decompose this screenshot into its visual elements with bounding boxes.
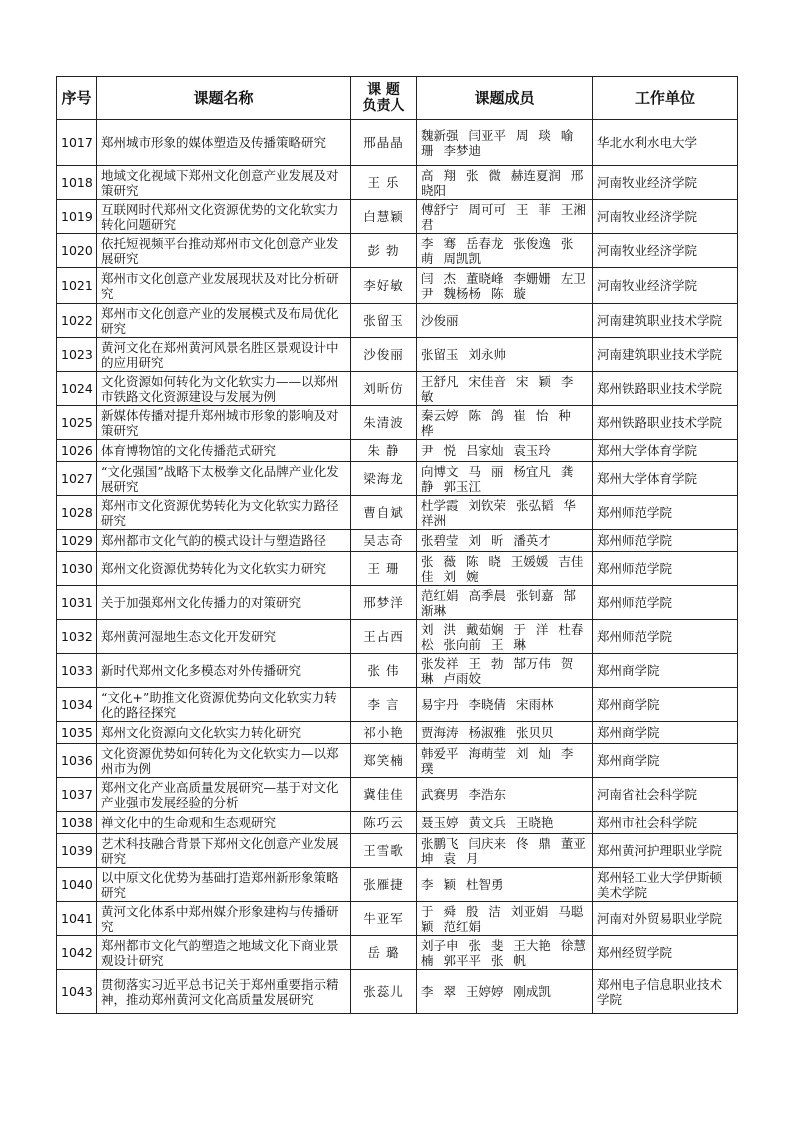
table-row bbox=[57, 268, 738, 304]
table-body bbox=[57, 120, 738, 1014]
row-project-members: 张鹏飞 闫庆来 佟 鼎 董亚坤 袁 月 bbox=[417, 834, 593, 868]
row-project-lead: 岳 璐 bbox=[351, 936, 417, 970]
row-project-title: 互联网时代郑州文化资源优势的文化软实力转化问题研究 bbox=[97, 200, 351, 234]
header-work-unit: 工作单位 bbox=[593, 77, 738, 120]
row-project-members: 高 翔 张 微 赫连夏润 邢晓阳 bbox=[417, 166, 593, 200]
row-project-lead: 吴志奇 bbox=[351, 530, 417, 552]
table-row bbox=[57, 200, 738, 234]
row-serial-number: 1026 bbox=[57, 440, 97, 462]
row-project-lead: 冀佳佳 bbox=[351, 778, 417, 812]
row-project-title: 体育博物馆的文化传播范式研究 bbox=[97, 440, 351, 462]
row-work-unit: 郑州铁路职业技术学院 bbox=[593, 372, 738, 406]
row-project-members: 尹 悦 吕家灿 袁玉玲 bbox=[417, 440, 593, 462]
row-project-title: 文化资源如何转化为文化软实力——以郑州市铁路文化资源建设与发展为例 bbox=[97, 372, 351, 406]
table-row bbox=[57, 406, 738, 440]
row-serial-number: 1040 bbox=[57, 868, 97, 902]
row-work-unit: 郑州商学院 bbox=[593, 688, 738, 722]
row-serial-number: 1020 bbox=[57, 234, 97, 268]
row-project-lead: 张雁捷 bbox=[351, 868, 417, 902]
row-project-lead: 李 言 bbox=[351, 688, 417, 722]
row-project-title: 艺术科技融合背景下郑州文化创意产业发展研究 bbox=[97, 834, 351, 868]
row-project-members: 李 翠 王婷婷 刚成凯 bbox=[417, 970, 593, 1014]
row-serial-number: 1017 bbox=[57, 120, 97, 166]
table-row bbox=[57, 338, 738, 372]
row-project-title: 郑州都市文化气韵塑造之地域文化下商业景观设计研究 bbox=[97, 936, 351, 970]
row-project-members: 魏新强 闫亚平 周 琰 喻 珊 李梦迪 bbox=[417, 120, 593, 166]
row-work-unit: 郑州师范学院 bbox=[593, 620, 738, 654]
table-row bbox=[57, 722, 738, 744]
row-project-members: 韩爱平 海萌莹 刘 灿 李 璞 bbox=[417, 744, 593, 778]
table-row bbox=[57, 834, 738, 868]
header-project-members: 课题成员 bbox=[417, 77, 593, 120]
project-table bbox=[56, 76, 738, 1014]
row-project-lead: 邢晶晶 bbox=[351, 120, 417, 166]
row-serial-number: 1027 bbox=[57, 462, 97, 496]
row-project-lead: 王 乐 bbox=[351, 166, 417, 200]
row-project-title: 文化资源优势如何转化为文化软实力—以郑州市为例 bbox=[97, 744, 351, 778]
row-project-lead: 沙俊丽 bbox=[351, 338, 417, 372]
row-project-lead: 朱 静 bbox=[351, 440, 417, 462]
row-serial-number: 1032 bbox=[57, 620, 97, 654]
row-work-unit: 郑州黄河护理职业学院 bbox=[593, 834, 738, 868]
row-project-lead: 邢梦洋 bbox=[351, 586, 417, 620]
row-project-lead: 张蕊儿 bbox=[351, 970, 417, 1014]
table-row bbox=[57, 778, 738, 812]
row-project-members: 刘 洪 戴茹娴 于 洋 杜春松 张向前 王 琳 bbox=[417, 620, 593, 654]
table-row bbox=[57, 902, 738, 936]
row-project-members: 李 颖 杜智勇 bbox=[417, 868, 593, 902]
row-project-members: 张碧莹 刘 昕 潘英才 bbox=[417, 530, 593, 552]
row-serial-number: 1021 bbox=[57, 268, 97, 304]
row-work-unit: 郑州师范学院 bbox=[593, 496, 738, 530]
row-project-members: 张留玉 刘永帅 bbox=[417, 338, 593, 372]
row-project-lead: 牛亚军 bbox=[351, 902, 417, 936]
row-project-members: 闫 杰 董晓峰 李姗姗 左卫尹 魏杨杨 陈 璇 bbox=[417, 268, 593, 304]
row-work-unit: 郑州商学院 bbox=[593, 654, 738, 688]
row-project-title: 郑州文化产业高质量发展研究—基于对文化产业强市发展经验的分析 bbox=[97, 778, 351, 812]
table-row bbox=[57, 744, 738, 778]
row-project-lead: 张留玉 bbox=[351, 304, 417, 338]
table-row bbox=[57, 304, 738, 338]
table-row bbox=[57, 440, 738, 462]
table-row bbox=[57, 530, 738, 552]
row-serial-number: 1029 bbox=[57, 530, 97, 552]
row-project-lead: 郑笑楠 bbox=[351, 744, 417, 778]
row-project-lead: 朱清波 bbox=[351, 406, 417, 440]
row-project-members: 张 薇 陈 晓 王媛媛 吉佳佳 刘 婉 bbox=[417, 552, 593, 586]
row-project-members: 张发祥 王 勃 郜万伟 贺 琳 卢雨姣 bbox=[417, 654, 593, 688]
row-work-unit: 郑州商学院 bbox=[593, 722, 738, 744]
row-project-title: 郑州黄河湿地生态文化开发研究 bbox=[97, 620, 351, 654]
row-project-members: 沙俊丽 bbox=[417, 304, 593, 338]
table-row bbox=[57, 166, 738, 200]
row-project-title: 新时代郑州文化多模态对外传播研究 bbox=[97, 654, 351, 688]
row-serial-number: 1035 bbox=[57, 722, 97, 744]
row-work-unit: 河南牧业经济学院 bbox=[593, 200, 738, 234]
row-work-unit: 河南牧业经济学院 bbox=[593, 234, 738, 268]
row-project-members: 武赛男 李浩东 bbox=[417, 778, 593, 812]
row-project-title: 地域文化视域下郑州文化创意产业发展及对策研究 bbox=[97, 166, 351, 200]
row-work-unit: 郑州商学院 bbox=[593, 744, 738, 778]
row-serial-number: 1024 bbox=[57, 372, 97, 406]
table-row bbox=[57, 970, 738, 1014]
row-work-unit: 郑州轻工业大学伊斯顿美术学院 bbox=[593, 868, 738, 902]
row-project-lead: 张 伟 bbox=[351, 654, 417, 688]
row-project-members: 向博文 马 丽 杨宜凡 龚 静 郭玉江 bbox=[417, 462, 593, 496]
row-project-members: 杜学霞 刘钦荣 张弘韬 华祥洲 bbox=[417, 496, 593, 530]
row-project-title: 禅文化中的生命观和生态观研究 bbox=[97, 812, 351, 834]
row-project-lead: 曹自斌 bbox=[351, 496, 417, 530]
row-serial-number: 1025 bbox=[57, 406, 97, 440]
row-project-lead: 陈巧云 bbox=[351, 812, 417, 834]
row-serial-number: 1023 bbox=[57, 338, 97, 372]
header-serial-number: 序号 bbox=[57, 77, 97, 120]
row-project-title: 郑州市文化创意产业的发展模式及布局优化研究 bbox=[97, 304, 351, 338]
row-project-members: 王舒凡 宋佳音 宋 颖 李 敏 bbox=[417, 372, 593, 406]
row-project-title: 贯彻落实习近平总书记关于郑州重要指示精神，推动郑州黄河文化高质量发展研究 bbox=[97, 970, 351, 1014]
row-serial-number: 1031 bbox=[57, 586, 97, 620]
row-project-lead: 祁小艳 bbox=[351, 722, 417, 744]
row-project-title: 郑州市文化资源优势转化为文化软实力路径研究 bbox=[97, 496, 351, 530]
row-serial-number: 1034 bbox=[57, 688, 97, 722]
row-serial-number: 1022 bbox=[57, 304, 97, 338]
row-project-members: 范红娟 高季晨 张钊嘉 郜渐琳 bbox=[417, 586, 593, 620]
row-work-unit: 郑州经贸学院 bbox=[593, 936, 738, 970]
row-project-title: “文化强国”战略下太极拳文化品牌产业化发展研究 bbox=[97, 462, 351, 496]
row-serial-number: 1036 bbox=[57, 744, 97, 778]
row-work-unit: 郑州大学体育学院 bbox=[593, 462, 738, 496]
row-work-unit: 郑州师范学院 bbox=[593, 530, 738, 552]
table-row bbox=[57, 586, 738, 620]
row-project-title: 郑州市文化创意产业发展现状及对比分析研究 bbox=[97, 268, 351, 304]
row-serial-number: 1028 bbox=[57, 496, 97, 530]
table-row bbox=[57, 620, 738, 654]
row-work-unit: 河南牧业经济学院 bbox=[593, 166, 738, 200]
row-project-title: 郑州文化资源向文化软实力转化研究 bbox=[97, 722, 351, 744]
table-row bbox=[57, 552, 738, 586]
row-work-unit: 河南建筑职业技术学院 bbox=[593, 304, 738, 338]
table-row bbox=[57, 868, 738, 902]
header-project-lead: 课 题 负责人 bbox=[351, 77, 417, 120]
row-project-title: 郑州城市形象的媒体塑造及传播策略研究 bbox=[97, 120, 351, 166]
row-project-lead: 王雪歌 bbox=[351, 834, 417, 868]
row-project-members: 秦云婷 陈 鸽 崔 怡 种 桦 bbox=[417, 406, 593, 440]
row-serial-number: 1033 bbox=[57, 654, 97, 688]
row-project-title: 郑州都市文化气韵的模式设计与塑造路径 bbox=[97, 530, 351, 552]
row-work-unit: 郑州师范学院 bbox=[593, 552, 738, 586]
row-serial-number: 1039 bbox=[57, 834, 97, 868]
table-row bbox=[57, 654, 738, 688]
row-project-lead: 白慧颖 bbox=[351, 200, 417, 234]
row-project-lead: 梁海龙 bbox=[351, 462, 417, 496]
table-row bbox=[57, 234, 738, 268]
row-project-members: 李 骞 岳春龙 张俊逸 张 萌 周凯凯 bbox=[417, 234, 593, 268]
row-project-members: 于 舜 殷 洁 刘亚娟 马聪颖 范红娟 bbox=[417, 902, 593, 936]
row-project-lead: 王占西 bbox=[351, 620, 417, 654]
row-project-lead: 王 珊 bbox=[351, 552, 417, 586]
row-work-unit: 河南对外贸易职业学院 bbox=[593, 902, 738, 936]
row-work-unit: 郑州师范学院 bbox=[593, 586, 738, 620]
row-work-unit: 郑州铁路职业技术学院 bbox=[593, 406, 738, 440]
row-project-title: 新媒体传播对提升郑州城市形象的影响及对策研究 bbox=[97, 406, 351, 440]
row-serial-number: 1030 bbox=[57, 552, 97, 586]
row-work-unit: 河南省社会科学院 bbox=[593, 778, 738, 812]
row-work-unit: 河南牧业经济学院 bbox=[593, 268, 738, 304]
row-project-title: 黄河文化在郑州黄河风景名胜区景观设计中的应用研究 bbox=[97, 338, 351, 372]
row-serial-number: 1018 bbox=[57, 166, 97, 200]
table-row bbox=[57, 812, 738, 834]
header-row bbox=[57, 77, 738, 120]
row-serial-number: 1037 bbox=[57, 778, 97, 812]
row-work-unit: 华北水利水电大学 bbox=[593, 120, 738, 166]
row-project-title: 关于加强郑州文化传播力的对策研究 bbox=[97, 586, 351, 620]
table-row bbox=[57, 688, 738, 722]
row-serial-number: 1041 bbox=[57, 902, 97, 936]
row-project-title: 黄河文化体系中郑州媒介形象建构与传播研究 bbox=[97, 902, 351, 936]
table-row bbox=[57, 120, 738, 166]
row-project-title: 依托短视频平台推动郑州市文化创意产业发展研究 bbox=[97, 234, 351, 268]
row-work-unit: 郑州电子信息职业技术学院 bbox=[593, 970, 738, 1014]
row-project-members: 刘子申 张 斐 王大艳 徐慧楠 郭平平 张 帆 bbox=[417, 936, 593, 970]
row-serial-number: 1019 bbox=[57, 200, 97, 234]
row-serial-number: 1042 bbox=[57, 936, 97, 970]
row-project-members: 聂玉婷 黄文兵 王晓艳 bbox=[417, 812, 593, 834]
row-project-members: 易宇丹 李晓倩 宋雨林 bbox=[417, 688, 593, 722]
row-project-members: 傅舒宁 周可可 王 菲 王湘君 bbox=[417, 200, 593, 234]
row-project-title: 以中原文化优势为基础打造郑州新形象策略研究 bbox=[97, 868, 351, 902]
row-serial-number: 1043 bbox=[57, 970, 97, 1014]
row-project-lead: 彭 勃 bbox=[351, 234, 417, 268]
row-project-title: “文化+”助推文化资源优势向文化软实力转化的路径探究 bbox=[97, 688, 351, 722]
row-project-lead: 刘昕仿 bbox=[351, 372, 417, 406]
table-row bbox=[57, 496, 738, 530]
row-project-members: 贾海涛 杨淑雅 张贝贝 bbox=[417, 722, 593, 744]
row-work-unit: 河南建筑职业技术学院 bbox=[593, 338, 738, 372]
row-project-title: 郑州文化资源优势转化为文化软实力研究 bbox=[97, 552, 351, 586]
table-row bbox=[57, 936, 738, 970]
table-row bbox=[57, 462, 738, 496]
row-work-unit: 郑州大学体育学院 bbox=[593, 440, 738, 462]
header-project-title: 课题名称 bbox=[97, 77, 351, 120]
row-work-unit: 郑州市社会科学院 bbox=[593, 812, 738, 834]
table-row bbox=[57, 372, 738, 406]
row-serial-number: 1038 bbox=[57, 812, 97, 834]
row-project-lead: 李好敏 bbox=[351, 268, 417, 304]
